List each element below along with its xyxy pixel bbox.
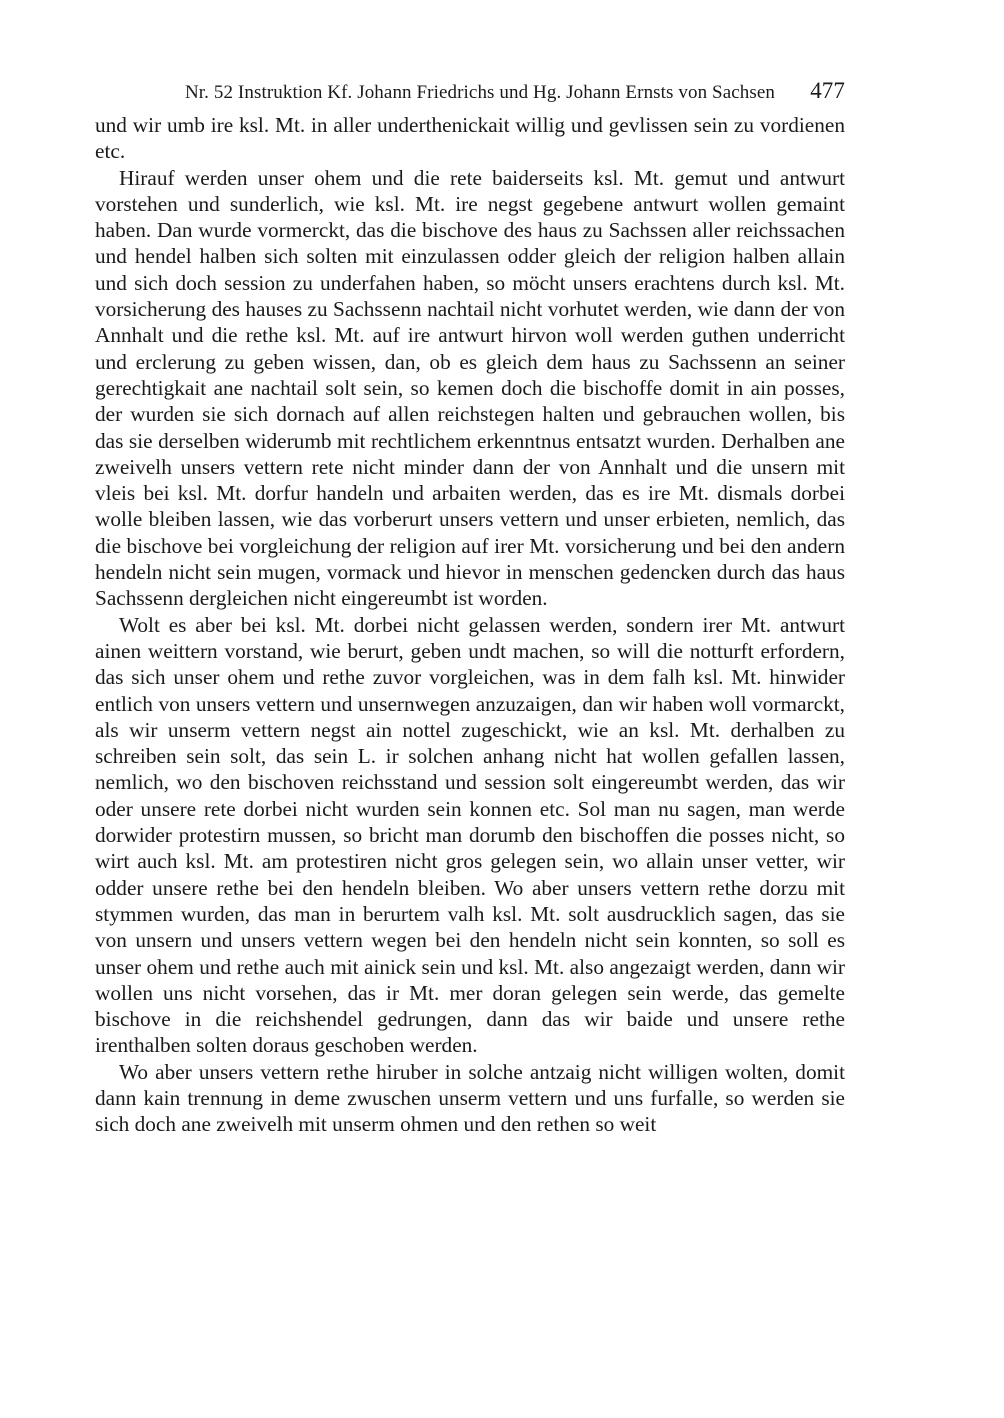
paragraph: Wolt es aber bei ksl. Mt. dorbei nicht gelassen werden, sondern irer Mt. antwurt ainen weittern vorstand, wie berurt, geben undt machen, so will die notturft erfordern, das sich unser ohem und rethe zuvor vorgleichen, was in dem falh ksl. Mt. hinwider entlich von unsers vettern und unsernwegen anzuzaigen, dan wir haben woll vormarckt, als wir unserm vettern negst ain nottel zugeschickt, wie an ksl. Mt. derhalben zu schreiben sein solt, das sein L. ir solchen anhang nicht hat wollen gefallen lassen, nemlich, wo den bischoven reichsstand und session solt eingereumbt werden, das wir oder unsere rete dorbei nicht wurden sein konnen etc. Sol man nu sagen, man werde dorwider protestirn mussen, so bricht man dorumb den bischoffen die posses nicht, so wirt auch ksl. Mt. am protestiren nicht gros gelegen sein, wo allain unser vetter, wir odder unsere rethe bei den hendeln bleiben. Wo aber unsers vettern rethe dorzu mit stymmen wurden, das man in berurtem valh ksl. Mt. solt ausdrucklich sagen, das sie von unsern und unsers vettern wegen bei den hendeln nicht sein konnten, so soll es unser ohem und rethe auch mit ainick sein und ksl. Mt. also angezaigt werden, dann wir wollen uns nicht vorsehen, das ir Mt. mer doran gelegen sein werde, das gemelte bischove in die reichshendel gedrungen, dann das wir baide und unsere rethe irenthalben solten doraus geschoben werden. bbox=[95, 612, 845, 1058]
page-number: 477 bbox=[810, 78, 845, 103]
header-title: Nr. 52 Instruktion Kf. Johann Friedrichs und Hg. Johann Ernsts von Sachsen bbox=[184, 82, 775, 103]
paragraph-continuation: und wir umb ire ksl. Mt. in aller underthenickait willig und gevlissen sein zu vordienen etc. bbox=[95, 113, 845, 164]
paragraph: Hirauf werden unser ohem und die rete baiderseits ksl. Mt. gemut und antwurt vorstehen und sunderlich, wie ksl. Mt. ire negst gegebene antwurt wollen gemaint haben. Dan wurde vormerckt, das die bischove des haus zu Sachssen aller reichssachen und hendel halben sich solten mit einzulassen odder gleich der religion halben allain und sich doch session zu underfahen haben, so möcht unsers erachtens durch ksl. Mt. vorsicherung des hauses zu Sachssenn nachtail nicht vorhutet werden, wie dann der von Annhalt und die rethe ksl. Mt. auf ire antwurt hirvon woll werden guthen underricht und erclerung zu geben wissen, dan, ob es gleich dem haus zu Sachssenn an seiner gerechtigkait ane nachtail solt sein, so kemen doch die bischoffe domit in ain posses, der wurden sie sich dornach auf allen reichstegen halten und gebrauchen wollen, bis das sie derselben widerumb mit rechtlichem erkenntnus entsatzt wurden. Derhalben ane zweivelh unsers vettern rete nicht minder dann der von Annhalt und die unsern mit vleis bei ksl. Mt. dorfur handeln und arbaiten werden, das es ire Mt. dismals dorbei wolle bleiben lassen, wie das vorberurt unsers vettern und unser erbieten, nemlich, das die bischove bei vorgleichung der religion auf irer Mt. vorsicherung und bei den andern hendeln nicht sein mugen, vormack und hievor in menschen gedencken durch das haus Sachssenn dergleichen nicht eingereumbt ist worden. bbox=[95, 165, 845, 611]
running-header bbox=[95, 76, 845, 112]
document-page bbox=[95, 76, 845, 1138]
body-text bbox=[95, 112, 845, 1138]
paragraph: Wo aber unsers vettern rethe hiruber in solche antzaig nicht willigen wolten, domit dann kain trennung in deme zwuschen unserm vettern und uns furfalle, so werden sie sich doch ane zweivelh mit unserm ohmen und den rethen so weit bbox=[95, 1059, 845, 1137]
